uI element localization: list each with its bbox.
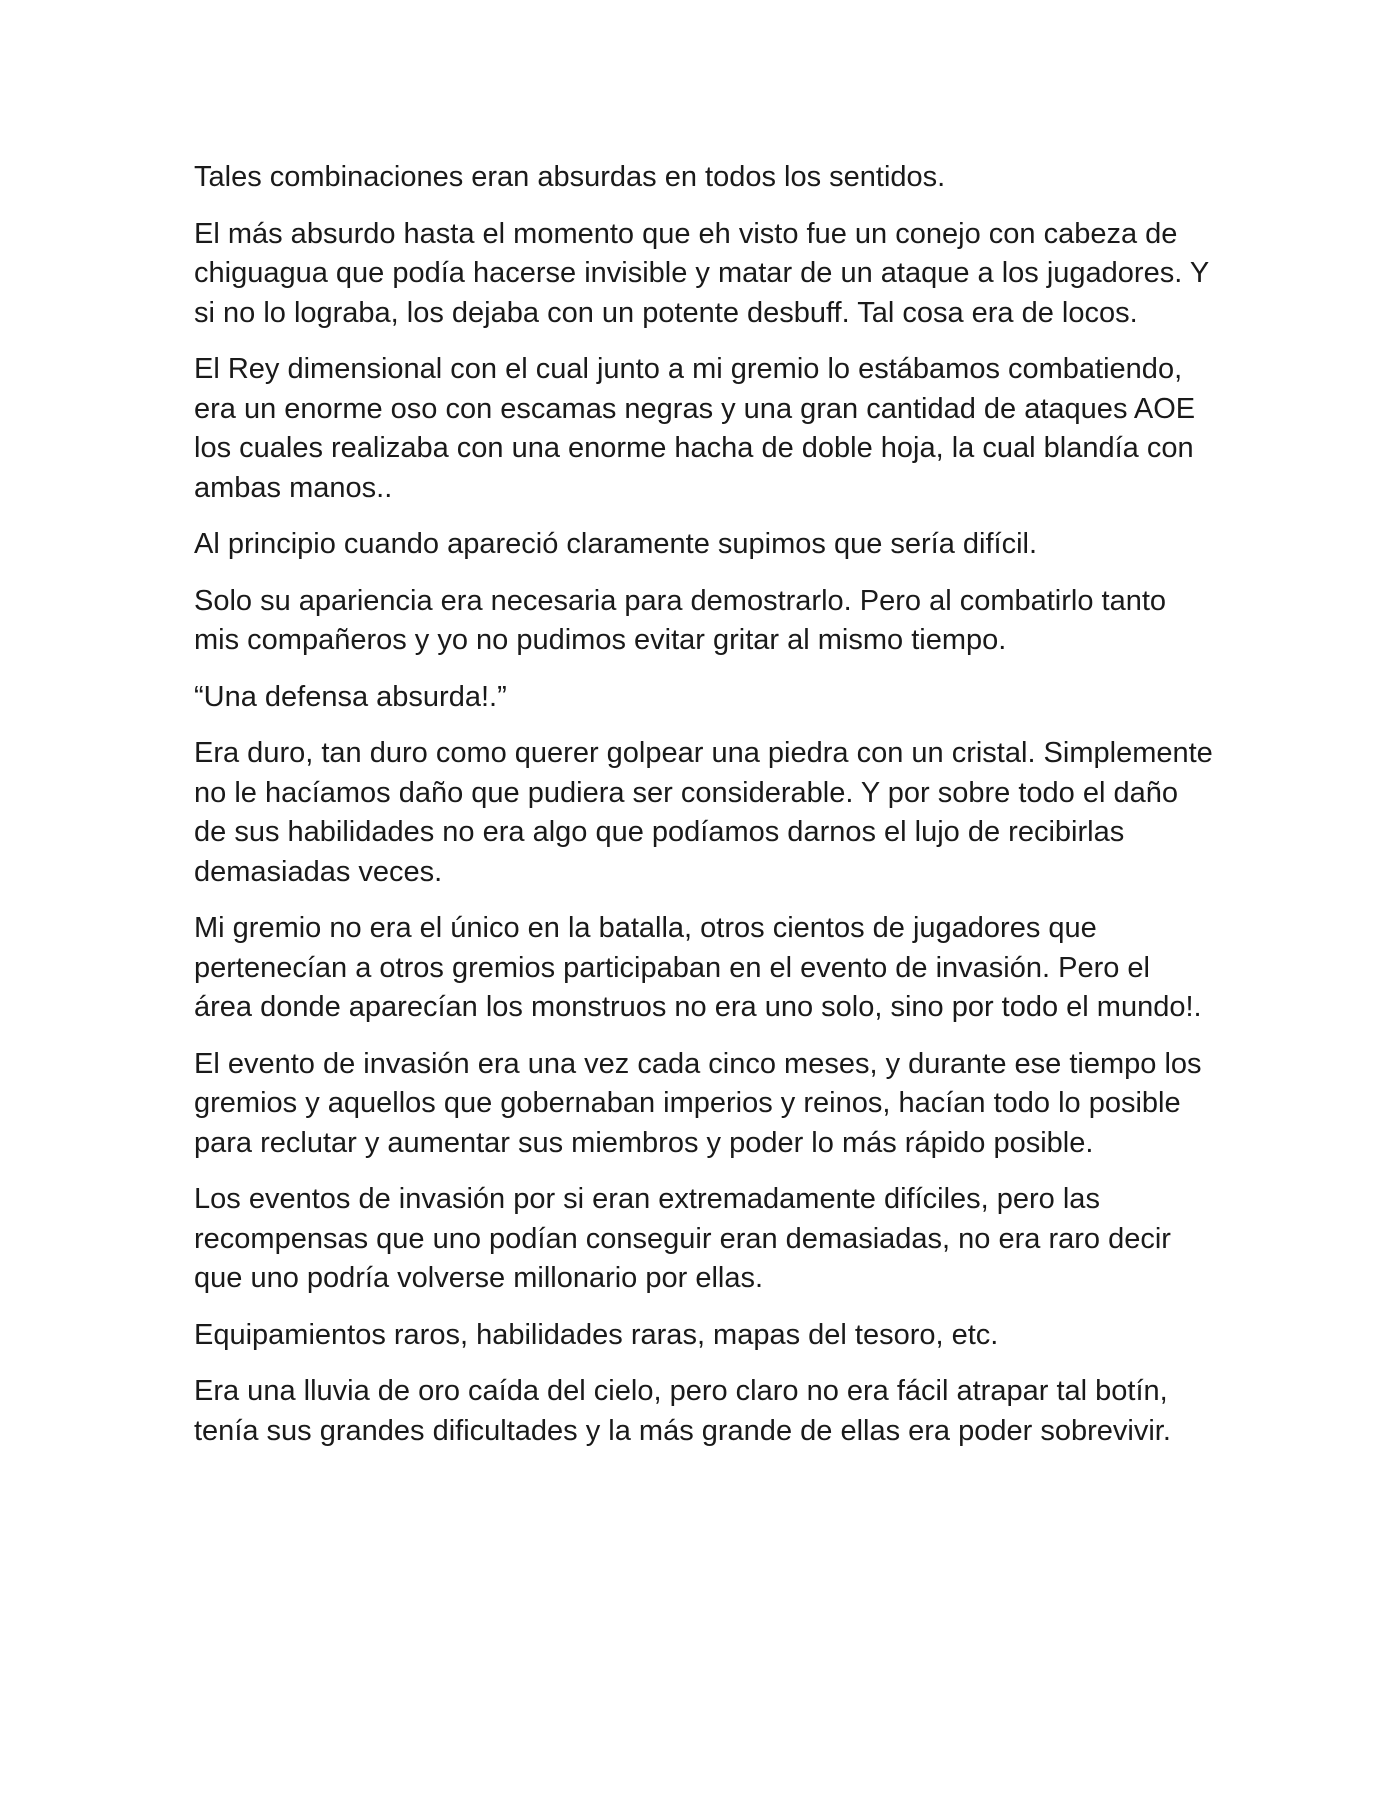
paragraph: Era duro, tan duro como querer golpear una piedra con un cristal. Simplemente no le hacíamos daño que pudiera ser considerable. Y por sobre todo el daño de sus habilidades no era algo que podíamos darnos el lujo de recibirlas demasiadas veces. [194,737,1213,888]
document-body [194,158,1214,1468]
paragraph: El más absurdo hasta el momento que eh visto fue un conejo con cabeza de chiguagua que podía hacerse invisible y matar de un ataque a los jugadores. Y si no lo lograba, los dejaba con un potente desbuff. Tal cosa era de locos. [194,217,1209,329]
quoted-dialogue: “Una defensa absurda!.” [194,680,507,713]
paragraph: Al principio cuando apareció claramente supimos que sería difícil. [194,528,1038,560]
paragraph: Tales combinaciones eran absurdas en todos los sentidos. [194,161,946,193]
paragraph: El evento de invasión era una vez cada cinco meses, y durante ese tiempo los gremios y aquellos que gobernaban imperios y reinos, hacían todo lo posible para reclutar y aumentar sus miembros y poder lo más rápido posible. [194,1047,1202,1159]
paragraph: Mi gremio no era el único en la batalla, otros cientos de jugadores que pertenecían a otros gremios participaban en el evento de invasión. Pero el área donde aparecían los monstruos no era uno solo, sino por todo el mundo!. [194,912,1202,1023]
paragraph: El Rey dimensional con el cual junto a mi gremio lo estábamos combatiendo, era un enorme oso con escamas negras y una gran cantidad de ataques AOE los cuales realizaba con una enorme hacha de doble hoja, la cual blandía con ambas manos.. [194,353,1196,504]
paragraph: Los eventos de invasión por si eran extremadamente difíciles, pero las recompensas que uno podían conseguir eran demasiadas, no era raro decir que uno podría volverse millonario por ellas. [194,1183,1171,1294]
paragraph: Equipamientos raros, habilidades raras, mapas del tesoro, etc. [194,1318,999,1351]
paragraph: Era una lluvia de oro caída del cielo, pero claro no era fácil atrapar tal botín, tenía sus grandes dificultades y la más grande de ellas era poder sobrevivir. [194,1375,1171,1447]
paragraph: Solo su apariencia era necesaria para demostrarlo. Pero al combatirlo tanto mis compañeros y yo no pudimos evitar gritar al mismo tiempo. [194,584,1167,656]
